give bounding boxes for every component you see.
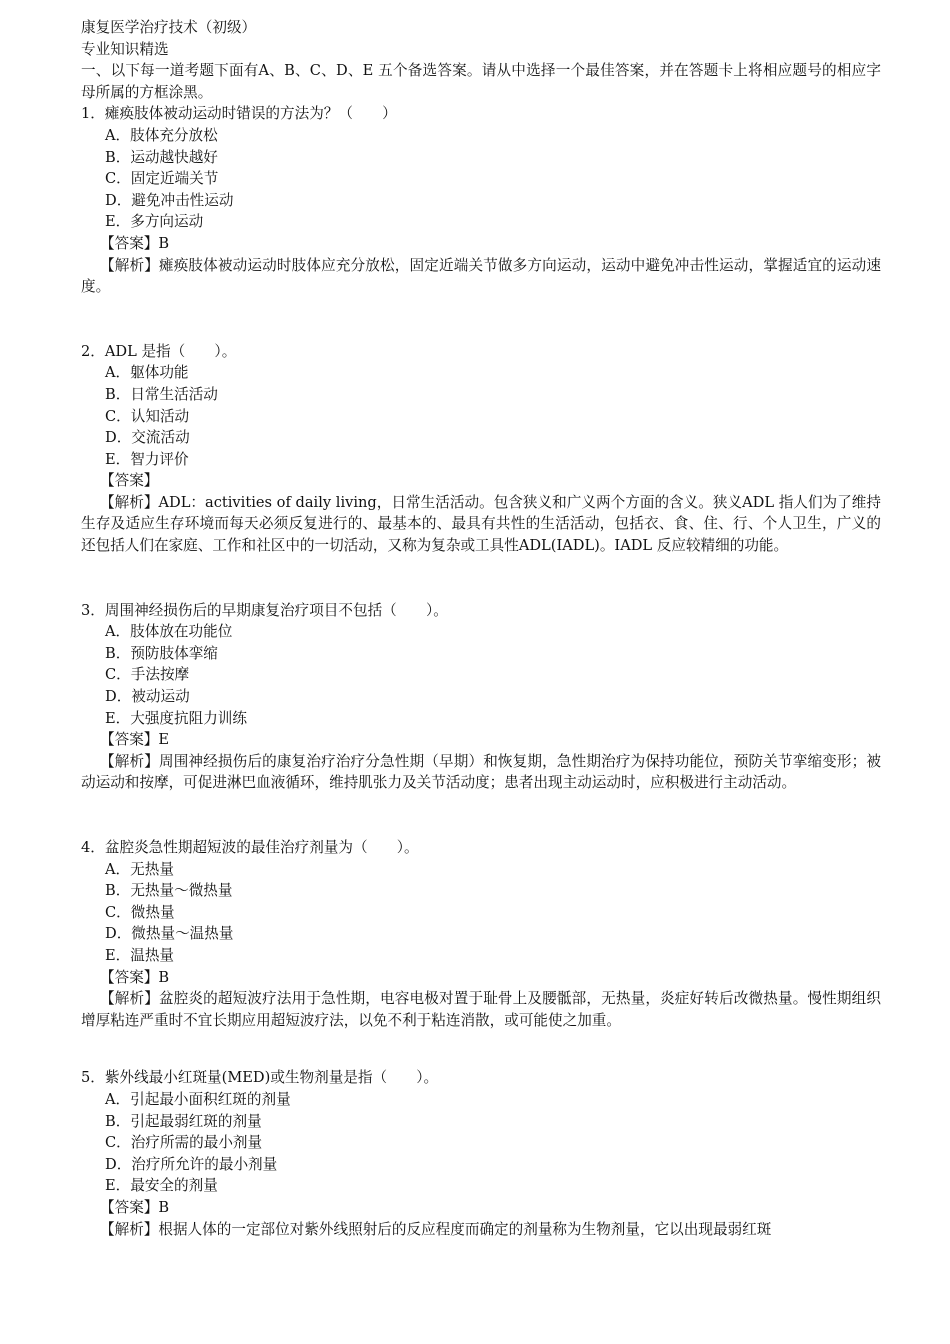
spacer xyxy=(81,1031,881,1067)
question-stem: 2．ADL 是指（ ）。 xyxy=(81,342,237,360)
option-c: C．治疗所需的最小剂量 xyxy=(105,1134,263,1152)
option-a: A．肢体放在功能位 xyxy=(105,623,233,641)
option-d: D．交流活动 xyxy=(105,429,190,447)
answer: 【答案】E xyxy=(100,731,170,749)
option-b: B．无热量～微热量 xyxy=(105,882,233,900)
spacer xyxy=(81,794,881,837)
option-c: C．微热量 xyxy=(105,903,175,921)
option-b: B．引起最弱红斑的剂量 xyxy=(105,1112,262,1130)
option-b: B．预防肢体挛缩 xyxy=(105,644,218,662)
document-subtitle: 专业知识精选 xyxy=(81,40,169,58)
option-d: D．被动运动 xyxy=(105,688,190,706)
question-stem: 3．周围神经损伤后的早期康复治疗项目不包括（ ）。 xyxy=(81,601,448,619)
option-d: D．避免冲击性运动 xyxy=(105,191,234,209)
option-e: E．大强度抗阻力训练 xyxy=(105,709,247,727)
analysis: 【解析】根据人体的一定部位对紫外线照射后的反应程度而确定的剂量称为生物剂量，它以出现最弱红斑 xyxy=(100,1220,772,1238)
question-2 xyxy=(81,341,881,557)
question-4 xyxy=(81,837,881,1031)
document-page xyxy=(81,17,881,1240)
analysis: 【解析】ADL：activities of daily living，日常生活活动。包含狭义和广义两个方面的含义。狭义ADL 指人们为了维持生存及适应生存环境而每天必须反复进行的、最基本的、最具有共性的生活活动，包括衣、食、住、行、个人卫生，广义的还包括人们在家庭、工作和社区中的一切活动，又称为复杂或工具性ADL(IADL)。IADL 反应较精细的功能。 xyxy=(81,493,881,555)
section-instruction: 一、以下每一道考题下面有A、B、C、D、E 五个备选答案。请从中选择一个最佳答案，并在答题卡上将相应题号的相应字母所属的方框涂黑。 xyxy=(81,62,881,101)
analysis: 【解析】周围神经损伤后的康复治疗治疗分急性期（早期）和恢复期，急性期治疗为保持功能位，预防关节挛缩变形；被动运动和按摩，可促进淋巴血液循环，维持肌张力及关节活动度；患者出现主动运动时，应积极进行主动活动。 xyxy=(81,752,881,792)
option-b: B．运动越快越好 xyxy=(105,148,218,166)
answer: 【答案】 xyxy=(100,472,159,490)
question-stem: 5．紫外线最小红斑量(MED)或生物剂量是指（ ）。 xyxy=(81,1069,439,1087)
answer: 【答案】B xyxy=(100,1198,170,1216)
analysis: 【解析】盆腔炎的超短波疗法用于急性期，电容电极对置于耻骨上及腰骶部，无热量，炎症好转后改微热量。慢性期组织增厚粘连严重时不宜长期应用超短波疗法，以免不利于粘连消散，或可能使之加重。 xyxy=(81,990,881,1029)
spacer xyxy=(81,557,881,600)
option-e: E．智力评价 xyxy=(105,450,189,468)
option-e: E．温热量 xyxy=(105,946,175,964)
spacer xyxy=(81,298,881,341)
option-a: A．肢体充分放松 xyxy=(105,126,218,144)
document-title: 康复医学治疗技术（初级） xyxy=(81,19,257,36)
option-c: C．固定近端关节 xyxy=(105,170,219,188)
question-3 xyxy=(81,600,881,794)
option-a: A．引起最小面积红斑的剂量 xyxy=(105,1090,291,1108)
answer: 【答案】B xyxy=(100,234,170,252)
answer: 【答案】B xyxy=(100,968,170,986)
option-c: C．认知活动 xyxy=(105,407,190,425)
question-5 xyxy=(81,1067,881,1240)
question-1 xyxy=(81,103,881,297)
question-stem: 4．盆腔炎急性期超短波的最佳治疗剂量为（ ）。 xyxy=(81,839,419,856)
option-a: A．躯体功能 xyxy=(105,364,189,382)
analysis: 【解析】瘫痪肢体被动运动时肢体应充分放松，固定近端关节做多方向运动，运动中避免冲击性运动，掌握适宜的运动速度。 xyxy=(81,256,881,296)
option-d: D．微热量～温热量 xyxy=(105,925,234,943)
option-a: A．无热量 xyxy=(105,860,174,878)
option-b: B．日常生活活动 xyxy=(105,385,218,403)
option-e: E．多方向运动 xyxy=(105,213,204,231)
option-d: D．治疗所允许的最小剂量 xyxy=(105,1155,278,1173)
option-e: E．最安全的剂量 xyxy=(105,1177,218,1195)
question-stem: 1．瘫痪肢体被动运动时错误的方法为？（ ） xyxy=(81,105,397,123)
option-c: C．手法按摩 xyxy=(105,666,190,684)
